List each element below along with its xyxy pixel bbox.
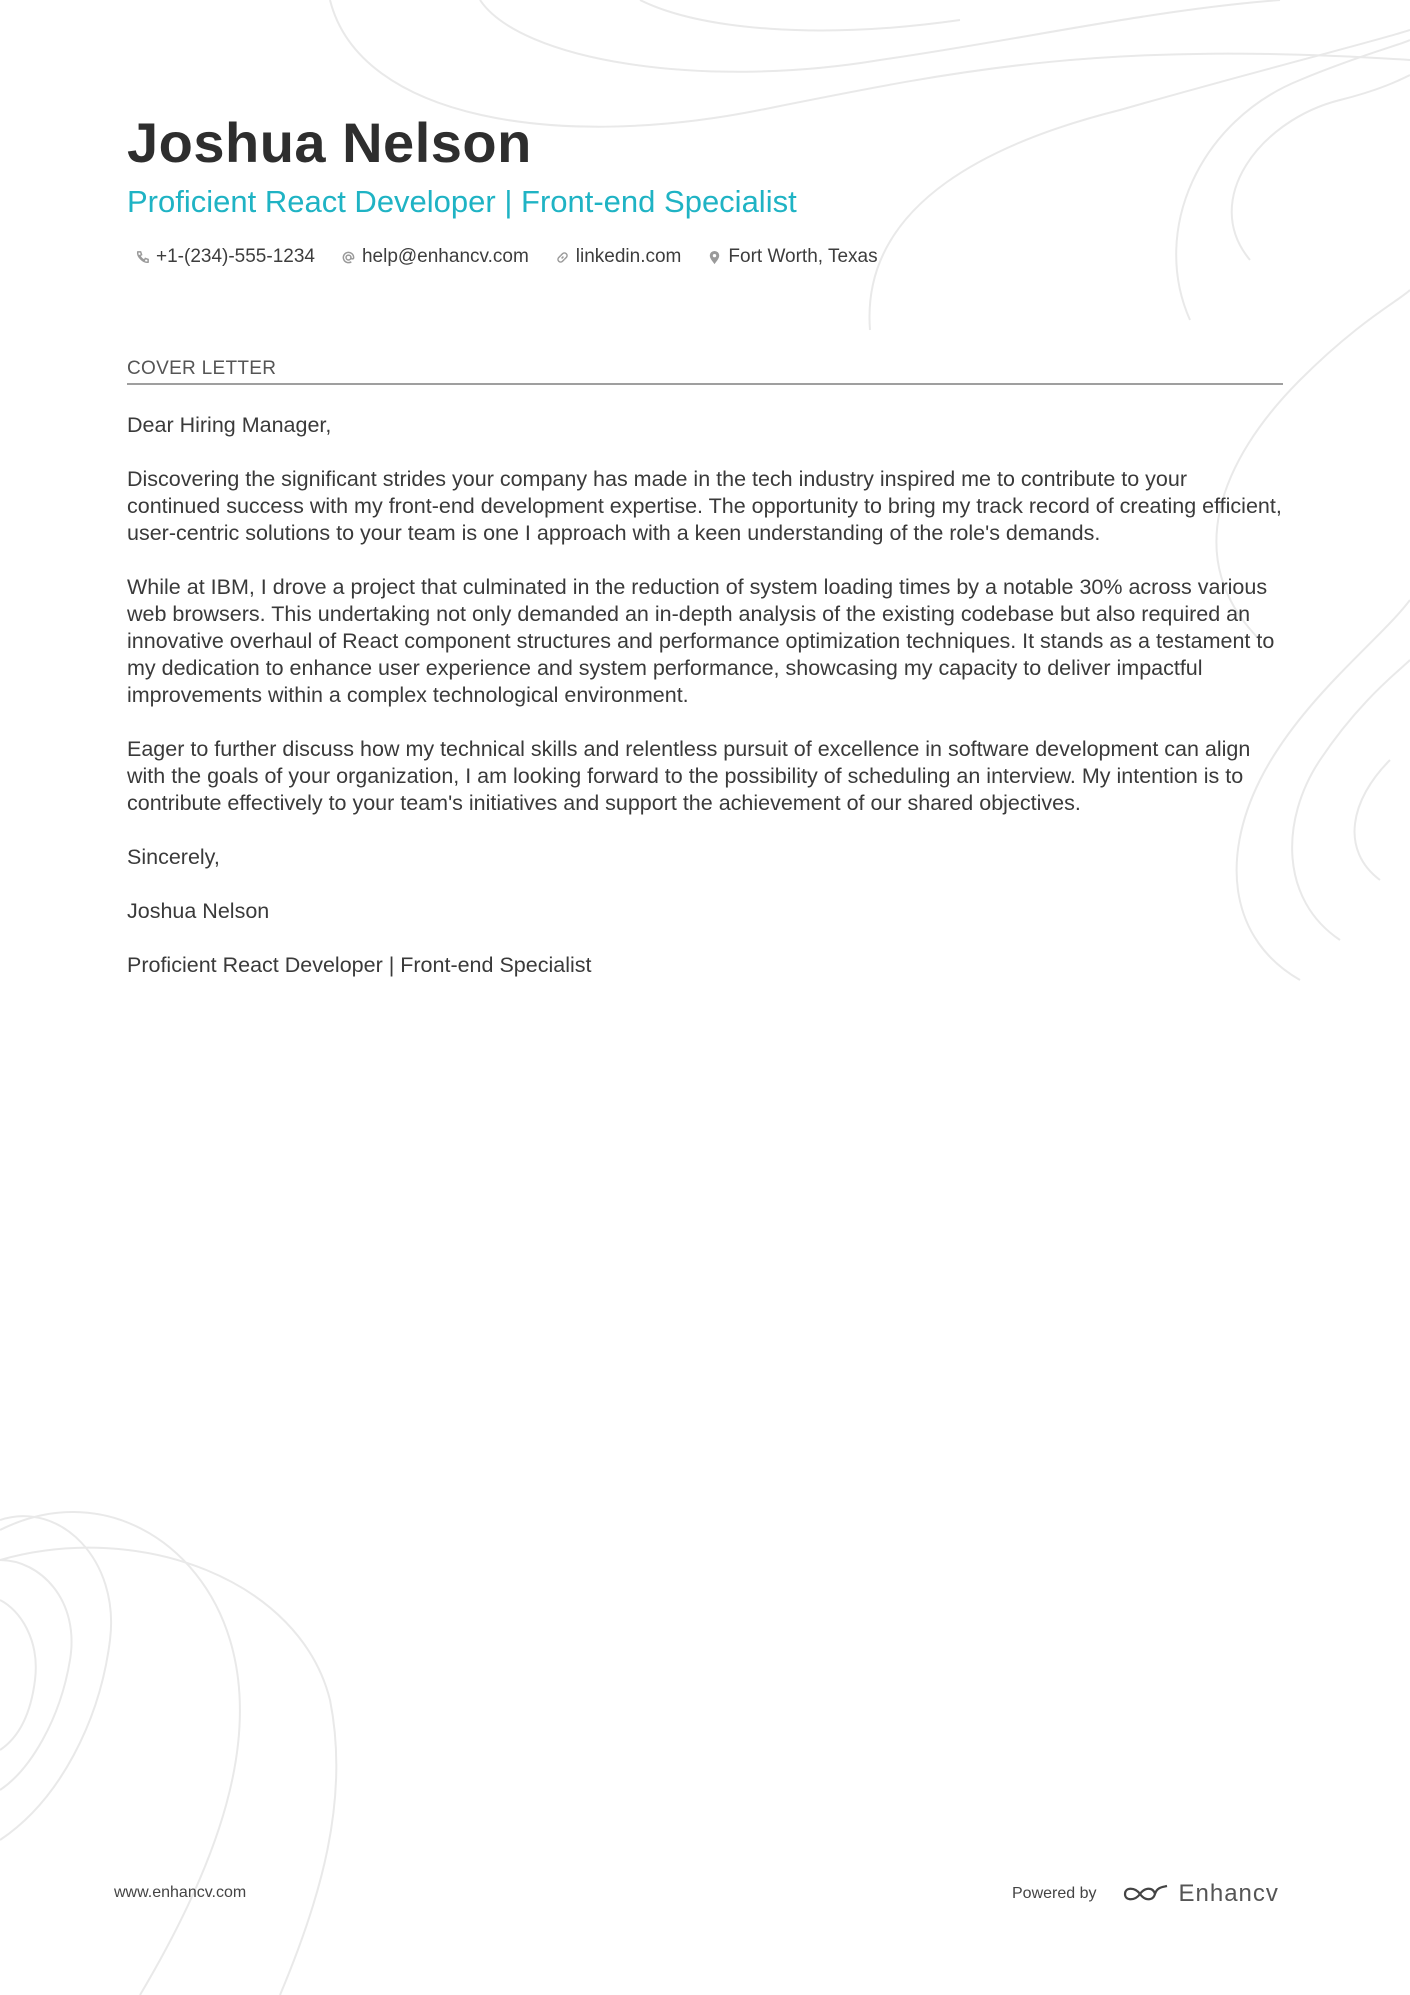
candidate-headline: Proficient React Developer | Front-end Specialist [127,184,797,219]
location-pin-icon [707,250,722,265]
footer-url[interactable]: www.enhancv.com [114,1884,247,1901]
letter-greeting: Dear Hiring Manager, [127,413,332,437]
powered-by-label: Powered by [1012,1885,1097,1902]
phone-icon [135,250,150,265]
link-text: linkedin.com [575,246,682,267]
section-title: COVER LETTER [127,358,1283,385]
link-icon [555,250,570,265]
letter-closing: Sincerely, [127,845,220,869]
contact-link[interactable] [555,246,682,268]
letter-body [127,412,1283,1006]
signature-name: Joshua Nelson [127,899,270,923]
enhancv-brand-name: Enhancv [1178,1880,1279,1907]
phone-text: +1-(234)-555-1234 [156,246,315,267]
signature-title: Proficient React Developer | Front-end Specialist [127,953,592,977]
at-icon [341,250,356,265]
letter-paragraph: While at IBM, I drove a project that culminated in the reduction of system loading times by a notable 30% across various web browsers. This undertaking not only demanded an in-depth analysis of the existing codebase but also required an innovative overhaul of React component structures and performance optimization techniques. It stands as a testament to my dedication to enhance user experience and system performance, showcasing my capacity to deliver impactful improvements within a complex technological environment. [127,575,1275,707]
letter-paragraph: Eager to further discuss how my technical skills and relentless pursuit of excellence in software development can align with the goals of your organization, I am looking forward to the possibility of scheduling an interview. My intention is to contribute effectively to your team's initiatives and support the achievement of our shared objectives. [127,737,1251,815]
contact-location[interactable] [707,246,877,268]
email-text: help@enhancv.com [361,246,529,267]
location-text: Fort Worth, Texas [728,246,878,267]
letter-paragraph: Discovering the significant strides your company has made in the tech industry inspired me to contribute to your continued success with my front-end development expertise. The opportunity to bring my track record of creating efficient, user-centric solutions to your team is one I approach with a keen understanding of the role's demands. [127,467,1282,545]
contact-bar [135,246,878,268]
enhancv-brand[interactable] [1123,1880,1279,1908]
contact-phone[interactable] [135,246,315,268]
powered-by [1012,1880,1279,1908]
candidate-name: Joshua Nelson [127,111,532,174]
contact-email[interactable] [341,246,529,268]
enhancv-logo-icon [1123,1882,1169,1906]
